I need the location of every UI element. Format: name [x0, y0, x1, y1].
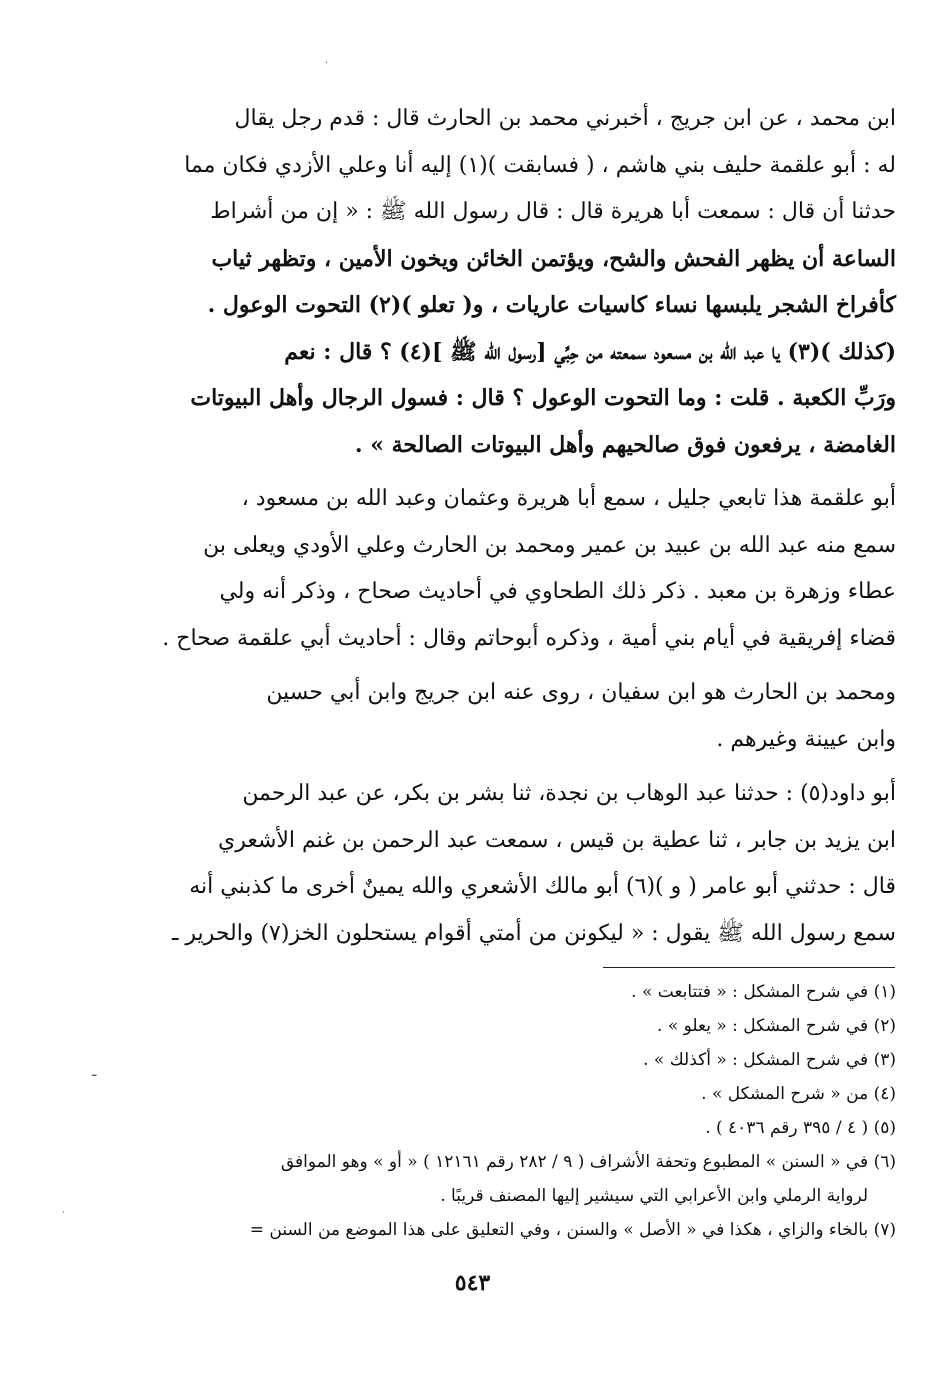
footnote-continuation: لرواية الرملي وابن الأعرابي التي سيشير إليها المصنف قريبًا . — [440, 1186, 868, 1206]
footnote: (٢) في شرح المشكل : « يعلو » . — [657, 1016, 896, 1036]
text-line: قضاء إفريقية في أيام بني أمية ، وذكره أبوحاتم وقال : أحاديث أبي علقمة صحاح . — [162, 625, 896, 651]
text-line: له : أبو علقمة حليف بني هاشم ، ( فسابقت )(١) إليه أنا وعلي الأزدي فكان مما — [184, 152, 896, 178]
footnote: (٣) في شرح المشكل : « أكذلك » . — [643, 1050, 896, 1070]
paragraph-gap — [186, 468, 896, 476]
text-line: سمع منه عبد الله بن عبيد بن عمير ومحمد بن الحارث وعلي الأودي ويعلى بن — [203, 532, 896, 558]
text-line: قال : حدثني أبو عامر ( و )(٦) أبو مالك الأشعري والله يمينٌ أخرى ما كذبني أنه — [189, 874, 896, 899]
text-line: أبو داود(٥) : حدثنا عبد الوهاب بن نجدة، ثنا بشر بن بكر، عن عبد الرحمن — [242, 781, 896, 806]
text-line: كأفراخ الشجر يلبسها نساء كاسيات عاريات ، و( تعلو )(٢) التحوت الوعول . — [207, 292, 896, 318]
footnote: (٤) من « شرح المشكل » . — [701, 1084, 896, 1104]
page-speck-mark: · — [62, 1208, 65, 1218]
page-speck-mark: · — [325, 58, 329, 69]
text-line: ومحمد بن الحارث هو ابن سفيان ، روى عنه ابن جريج وابن أبي حسين — [266, 680, 896, 705]
text-line: حدثنا أن قال : سمعت أبا هريرة قال : قال رسول الله ﷺ : « إن من أشراط — [210, 199, 896, 224]
page-number: ٥٤٣ — [454, 1270, 491, 1296]
footnotes — [186, 975, 896, 1247]
text-line: (كذلك )(٣) يا عبد الله بن مسعود سمعته من حِبِّي [رسول الله ﷺ ](٤) ؟ قال : نعم — [284, 338, 896, 365]
footnote: (٧) بالخاء والزاي ، هكذا في « الأصل » والسنن ، وفي التعليق على هذا الموضع من السنن = — [249, 1220, 896, 1240]
text-line: الغامضة ، يرفعون فوق صالحيهم وأهل البيوتات الصالحة » . — [354, 431, 896, 458]
main-text — [162, 96, 896, 957]
footnote: (١) في شرح المشكل : « فتتابعت » . — [631, 982, 896, 1002]
text-line: عطاء وزهرة بن معبد . ذكر ذلك الطحاوي في أحاديث صحاح ، وذكر أنه ولي — [219, 579, 896, 604]
margin-mark: ـ — [92, 1062, 97, 1080]
paragraph-gap — [186, 763, 896, 771]
text-line: أبو علقمة هذا تابعي جليل ، سمع أبا هريرة وعثمان وعبد الله بن مسعود ، — [241, 486, 896, 511]
text-line: سمع رسول الله ﷺ يقول : « ليكونن من أمتي أقوام يستحلون الخز(٧) والحرير ـ — [171, 920, 896, 946]
text-line: ورَبِّ الكعبة . قلت : وما التحوت الوعول ؟ قال : فسول الرجال وأهل البيوتات — [190, 385, 896, 411]
footnote: (٦) في « السنن » المطبوع وتحفة الأشراف ( ٩ / ٢٨٢ رقم ١٢١٦١ ) « أو » وهو الموافق — [280, 1152, 896, 1172]
text-line: ابن يزيد بن جابر ، ثنا عطية بن قيس ، سمعت عبد الرحمن بن غنم الأشعري — [217, 827, 896, 853]
footnote: (٥) ( ٤ / ٣٩٥ رقم ٤٠٣٦ ) . — [705, 1118, 896, 1138]
paragraph-gap — [186, 662, 896, 670]
footnote-separator — [603, 967, 895, 968]
text-line: الساعة أن يظهر الفحش والشح، ويؤتمن الخائن ويخون الأمين ، وتظهر ثياب — [211, 245, 896, 272]
text-line: وابن عيينة وغيرهم . — [716, 726, 896, 752]
text-line: ابن محمد ، عن ابن جريج ، أخبرني محمد بن الحارث قال : قدم رجل يقال — [234, 106, 896, 131]
